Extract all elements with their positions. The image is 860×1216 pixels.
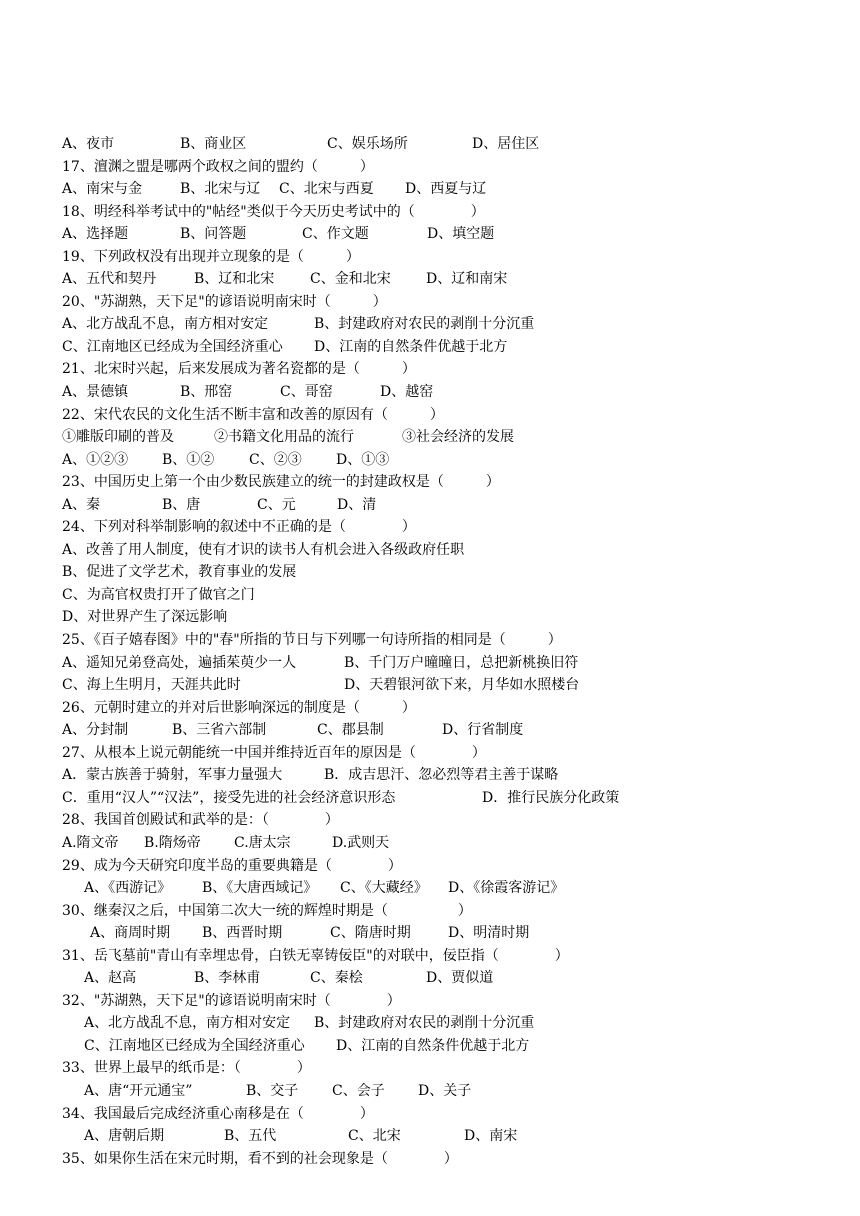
option-text: ③社会经济的发展 — [402, 429, 514, 446]
text-line — [62, 336, 822, 359]
text-line — [62, 990, 822, 1013]
option-text: D、清 — [337, 496, 377, 513]
line-text: 18、明经科举考试中的"帖经"类似于今天历史考试中的（ ） — [62, 203, 485, 220]
option-text: C.唐太宗 — [234, 834, 291, 851]
line-text: A、遥知兄弟登高处，遍插茱萸少一人 — [62, 654, 297, 671]
line-text: ①雕版印刷的普及 — [62, 429, 174, 446]
text-line — [62, 922, 822, 945]
text-line — [62, 629, 822, 652]
option-text: C、哥窑 — [280, 384, 333, 401]
text-line — [62, 967, 822, 990]
option-text: B、交子 — [246, 1082, 299, 1099]
line-text: A、唐“开元通宝” — [84, 1082, 193, 1099]
option-text: B、北宋与辽 — [180, 181, 261, 198]
text-line — [62, 719, 822, 742]
line-text: A、南宋与金 — [62, 181, 143, 198]
text-line — [62, 449, 822, 472]
text-line — [62, 381, 822, 404]
text-line — [62, 1148, 822, 1171]
line-text: 24、下列对科举制影响的叙述中不正确的是（ ） — [62, 519, 416, 536]
line-text: A、选择题 — [62, 226, 129, 243]
text-line — [62, 855, 822, 878]
line-text: 33、世界上最早的纸币是：（ ） — [62, 1060, 311, 1077]
option-text: D、江南的自然条件优越于北方 — [314, 338, 508, 355]
line-text: 22、宋代农民的文化生活不断丰富和改善的原因有（ ） — [62, 406, 444, 423]
option-text: B、封建政府对农民的剥削十分沉重 — [314, 1015, 535, 1032]
text-line — [62, 832, 822, 855]
line-text: C．重用“汉人”“汉法”，接受先进的社会经济意识形态 — [62, 789, 396, 806]
line-text: A、商周时期 — [90, 925, 171, 942]
text-line — [62, 404, 822, 427]
line-text: 30、继秦汉之后，中国第二次大一统的辉煌时期是（ ） — [62, 902, 472, 919]
text-line — [62, 697, 822, 720]
option-text: B、千门万户曈曈日，总把新桃换旧符 — [344, 654, 579, 671]
text-line — [62, 809, 822, 832]
option-text: B．成吉思汗、忽必烈等君主善于谋略 — [324, 767, 559, 784]
option-text: B、五代 — [224, 1128, 277, 1145]
option-text: D、填空题 — [427, 226, 495, 243]
line-text: 26、元朝时建立的并对后世影响深远的制度是（ ） — [62, 699, 416, 716]
line-text: A、分封制 — [62, 722, 129, 739]
option-text: C、隋唐时期 — [330, 925, 411, 942]
text-line — [62, 178, 822, 201]
option-text: B、《大唐西域记》 — [202, 880, 318, 897]
text-line — [62, 539, 822, 562]
text-line — [62, 584, 822, 607]
line-text: A、改善了用人制度，使有才识的读书人有机会进入各级政府任职 — [62, 541, 465, 558]
line-text: A、北方战乱不息，南方相对安定 — [62, 316, 269, 333]
option-text: D、越窑 — [380, 384, 434, 401]
line-text: 29、成为今天研究印度半岛的重要典籍是（ ） — [62, 857, 402, 874]
option-text: C、郡县制 — [317, 722, 384, 739]
option-text: D、①③ — [336, 451, 390, 468]
line-text: 31、岳飞墓前"青山有幸埋忠骨，白铁无辜铸佞臣"的对联中，佞臣指（ ） — [62, 947, 569, 964]
text-line — [62, 945, 822, 968]
option-text: C、北宋与西夏 — [279, 181, 374, 198]
line-text: 21、北宋时兴起，后来发展成为著名瓷都的是（ ） — [62, 361, 416, 378]
line-text: A、赵高 — [84, 970, 137, 987]
line-text: D、对世界产生了深远影响 — [62, 609, 228, 626]
option-text: D、辽和南宋 — [426, 271, 508, 288]
line-text: A、景德镇 — [62, 384, 129, 401]
option-text: B、三省六部制 — [172, 722, 267, 739]
option-text: D、西夏与辽 — [405, 181, 487, 198]
line-text: 20、"苏湖熟，天下足"的谚语说明南宋时（ ） — [62, 293, 387, 310]
text-line — [62, 291, 822, 314]
text-line — [62, 652, 822, 675]
option-text: D、明清时期 — [448, 925, 530, 942]
text-line — [62, 1125, 822, 1148]
line-text: B、促进了文学艺术，教育事业的发展 — [62, 564, 297, 581]
line-text: A、夜市 — [62, 136, 115, 152]
line-text: 17、澶渊之盟是哪两个政权之间的盟约（ ） — [62, 158, 374, 175]
text-line — [62, 471, 822, 494]
option-text: D、行省制度 — [442, 722, 524, 739]
line-text: 35、如果你生活在宋元时期，看不到的社会现象是（ ） — [62, 1150, 458, 1167]
option-text: C、②③ — [249, 451, 302, 468]
option-text: C、作文题 — [302, 226, 369, 243]
text-line — [62, 787, 822, 810]
line-text: A、《西游记》 — [84, 880, 172, 897]
text-line — [62, 1103, 822, 1126]
line-text: A．蒙古族善于骑射，军事力量强大 — [62, 767, 283, 784]
option-text: D、《徐霞客游记》 — [448, 880, 565, 897]
option-text: C、北宋 — [348, 1128, 401, 1145]
text-line — [62, 156, 822, 179]
option-text: B.隋炀帝 — [144, 834, 201, 851]
option-text: D、江南的自然条件优越于北方 — [336, 1037, 530, 1054]
text-line — [62, 358, 822, 381]
text-line — [62, 1080, 822, 1103]
option-text: D、居住区 — [472, 136, 540, 152]
line-text: A、秦 — [62, 496, 101, 513]
text-line — [62, 674, 822, 697]
text-line — [62, 201, 822, 224]
option-text: B、辽和北宋 — [194, 271, 275, 288]
text-line — [62, 313, 822, 336]
option-text: D．推行民族分化政策 — [482, 789, 620, 806]
line-text: A.隋文帝 — [62, 834, 119, 851]
text-line — [62, 1035, 822, 1058]
option-text: C、娱乐场所 — [327, 136, 408, 152]
option-text: D、南宋 — [464, 1128, 518, 1145]
text-line — [62, 742, 822, 765]
line-text: C、为高官权贵打开了做官之门 — [62, 586, 255, 603]
text-line — [62, 877, 822, 900]
text-line — [62, 561, 822, 584]
line-text: 19、下列政权没有出现并立现象的是（ ） — [62, 248, 360, 265]
text-line — [62, 223, 822, 246]
line-text: A、五代和契丹 — [62, 271, 157, 288]
option-text: C、《大藏经》 — [340, 880, 428, 897]
option-text: B、邢窑 — [180, 384, 233, 401]
line-text: A、唐朝后期 — [84, 1128, 165, 1145]
option-text: B、李林甫 — [194, 970, 261, 987]
line-text: C、江南地区已经成为全国经济重心 — [62, 338, 283, 355]
question-list — [62, 133, 822, 1170]
option-text: B、西晋时期 — [202, 925, 283, 942]
line-text: C、江南地区已经成为全国经济重心 — [84, 1037, 305, 1054]
line-text: A、①②③ — [62, 451, 129, 468]
text-line — [62, 1057, 822, 1080]
option-text: C、会子 — [332, 1082, 385, 1099]
option-text: B、问答题 — [180, 226, 247, 243]
option-text: C、元 — [257, 496, 296, 513]
text-line — [62, 1012, 822, 1035]
option-text: B、唐 — [162, 496, 201, 513]
option-text: D、天碧银河欲下来，月华如水照楼台 — [344, 677, 580, 694]
text-line — [62, 900, 822, 923]
option-text: D、关子 — [418, 1082, 472, 1099]
text-line — [62, 246, 822, 269]
option-text: D、贾似道 — [426, 970, 494, 987]
option-text: B、①② — [162, 451, 215, 468]
option-text: ②书籍文化用品的流行 — [214, 429, 354, 446]
line-text: 23、中国历史上第一个由少数民族建立的统一的封建政权是（ ） — [62, 474, 500, 491]
text-line — [62, 133, 822, 156]
text-line — [62, 516, 822, 539]
option-text: C、金和北宋 — [310, 271, 391, 288]
line-text: A、北方战乱不息，南方相对安定 — [84, 1015, 291, 1032]
text-line — [62, 606, 822, 629]
text-line — [62, 764, 822, 787]
option-text: B、商业区 — [180, 136, 247, 152]
line-text: 34、我国最后完成经济重心南移是在（ ） — [62, 1105, 374, 1122]
line-text: 27、从根本上说元朝能统一中国并维持近百年的原因是（ ） — [62, 744, 486, 761]
line-text: 32、"苏湖熟，天下足"的谚语说明南宋时（ ） — [62, 992, 401, 1009]
text-line — [62, 268, 822, 291]
text-line — [62, 426, 822, 449]
text-line — [62, 494, 822, 517]
line-text: C、海上生明月，天涯共此时 — [62, 677, 241, 694]
line-text: 28、我国首创殿试和武举的是：（ ） — [62, 812, 339, 829]
option-text: B、封建政府对农民的剥削十分沉重 — [314, 316, 535, 333]
option-text: D.武则天 — [332, 834, 390, 851]
option-text: C、秦桧 — [310, 970, 363, 987]
line-text: 25、《百子嬉春图》中的"春"所指的节日与下列哪一句诗所指的相同是（ ） — [62, 632, 562, 649]
